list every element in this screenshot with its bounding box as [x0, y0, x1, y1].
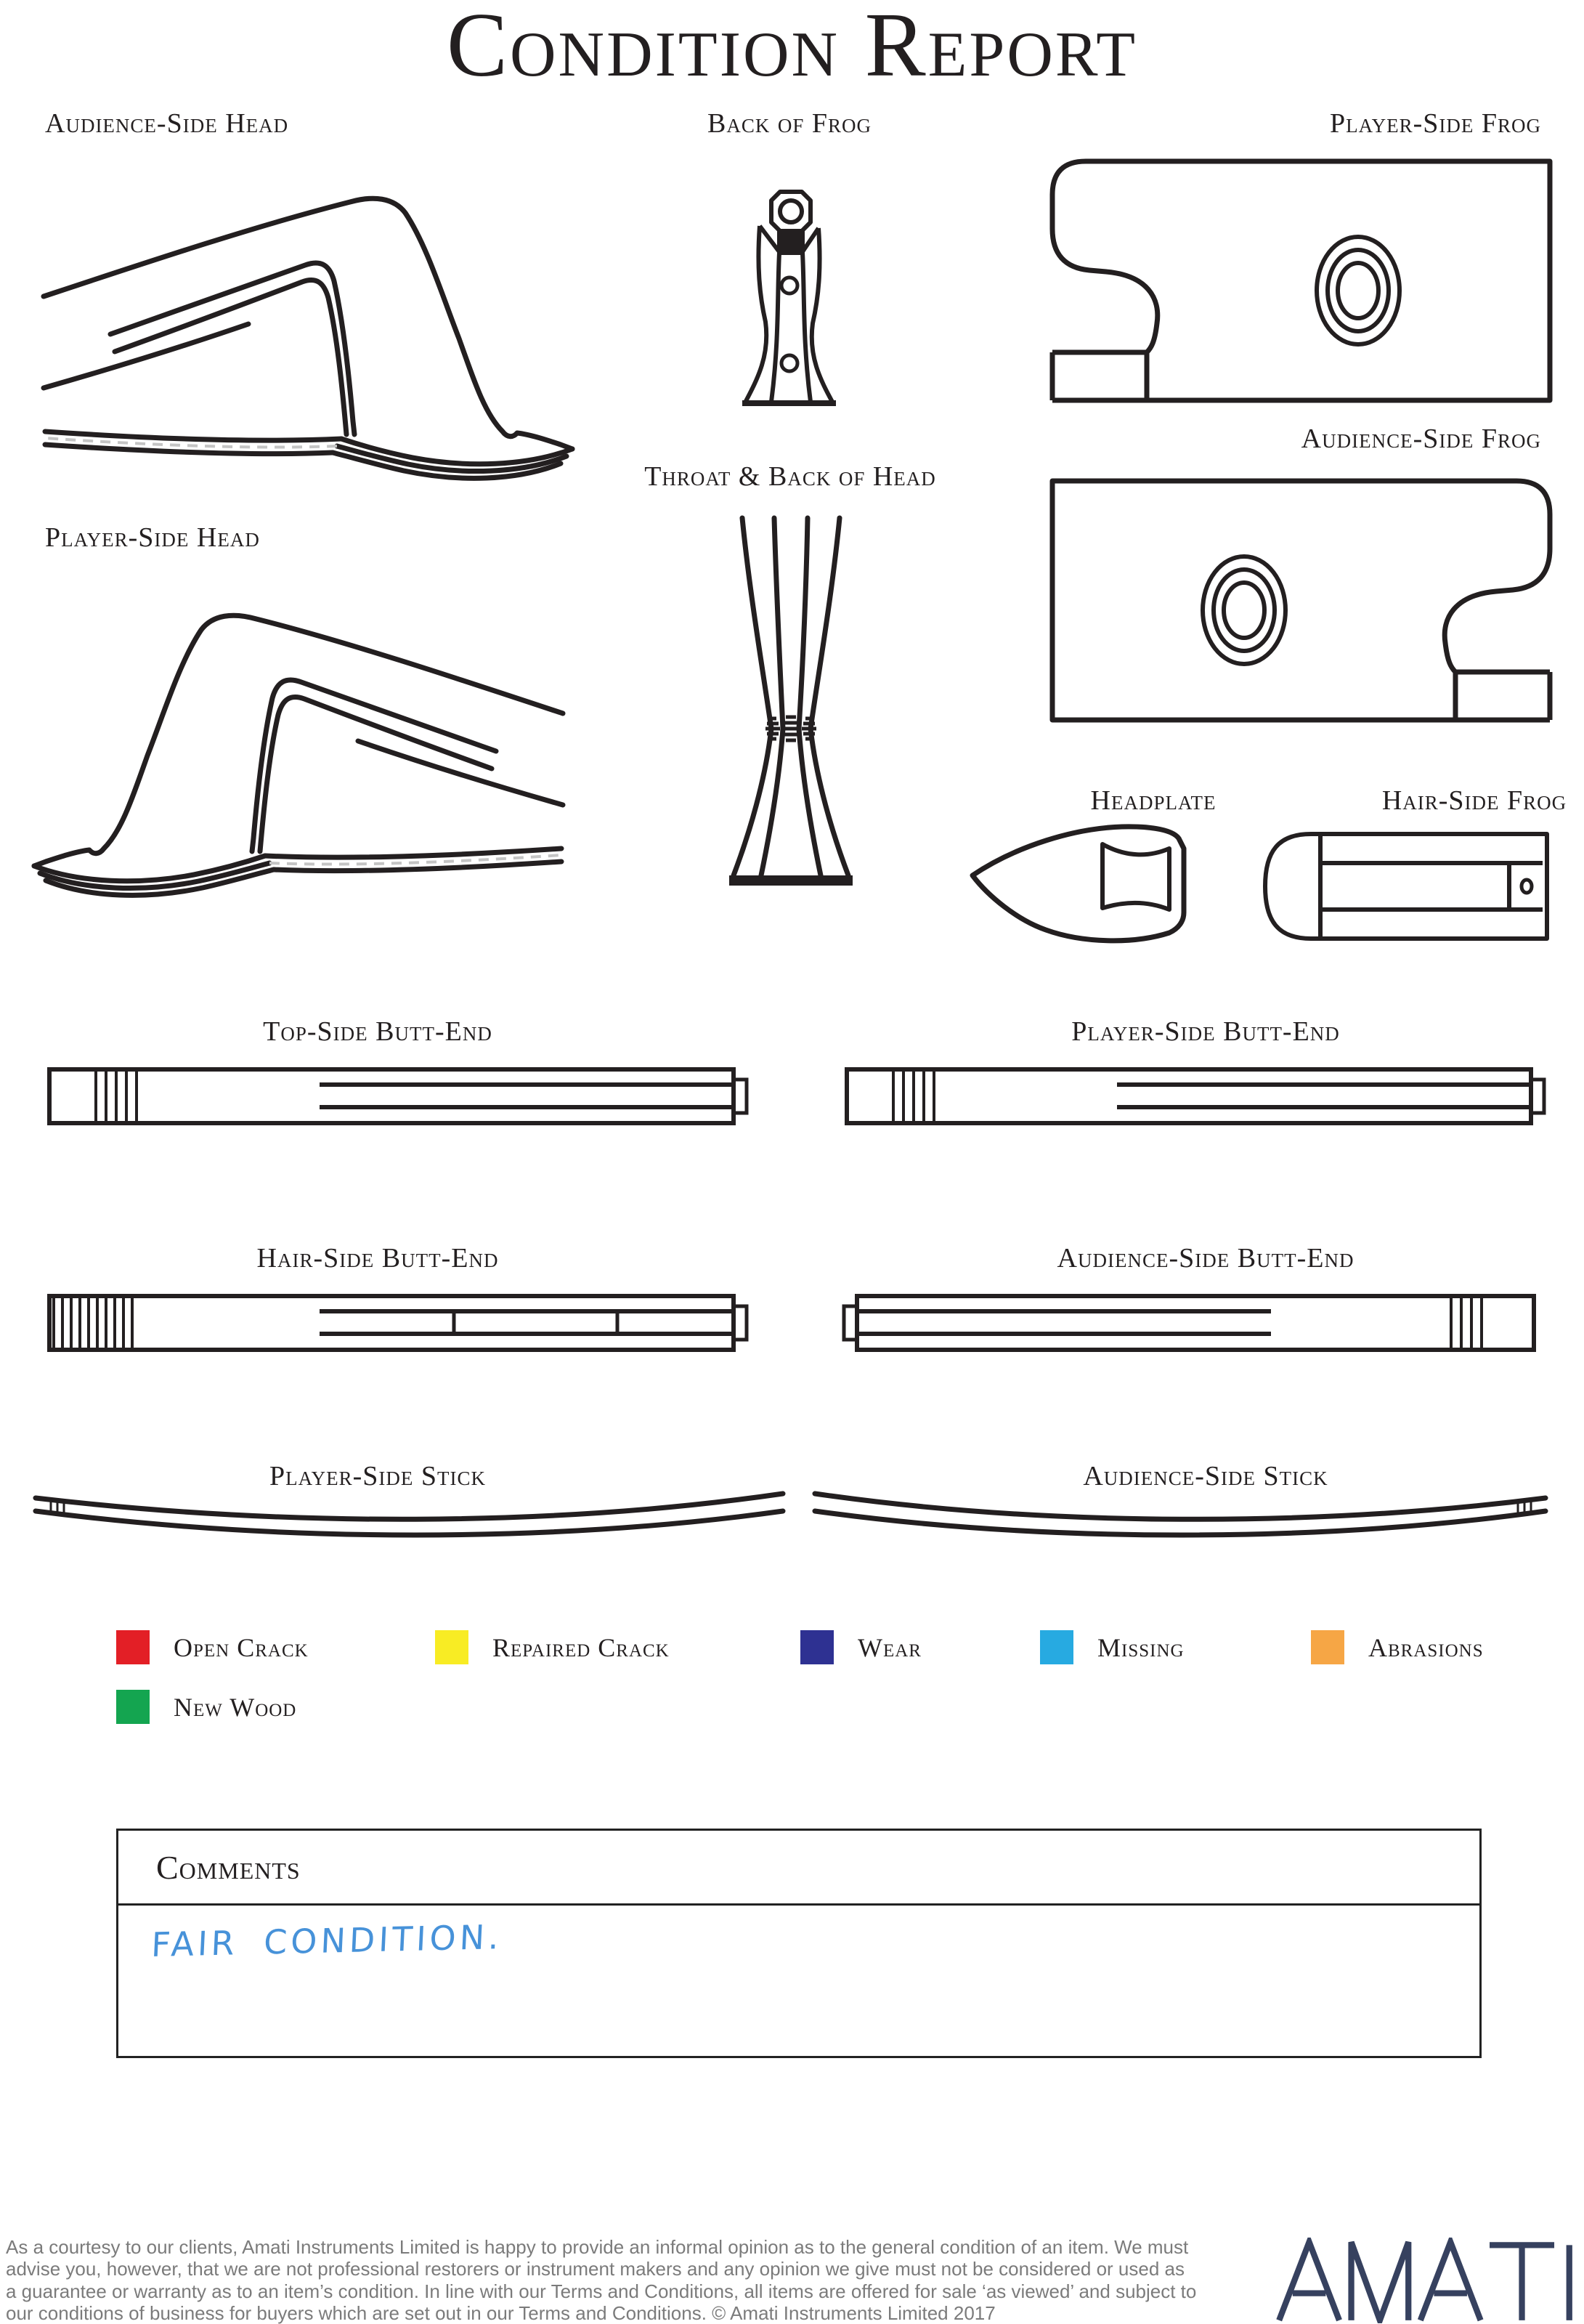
label-top-side-butt-end: Top-Side Butt-End	[263, 1016, 492, 1047]
legend-label: Open Crack	[174, 1632, 309, 1662]
label-audience-side-stick: Audience-Side Stick	[1083, 1461, 1328, 1491]
label-player-side-butt-end: Player-Side Butt-End	[1071, 1016, 1340, 1047]
label-headplate: Headplate	[1090, 785, 1217, 816]
label-back-of-frog: Back of Frog	[707, 108, 872, 139]
label-player-side-stick: Player-Side Stick	[269, 1461, 487, 1491]
label-hair-side-frog: Hair-Side Frog	[1381, 785, 1567, 816]
audience-side-frog-drawing	[1044, 476, 1556, 726]
player-side-head-drawing	[11, 561, 592, 895]
footer-line: advise you, however, that we are not professional restorers or instrument makers and any opinion we give must not be considered or used as	[6, 2258, 1185, 2280]
label-audience-side-frog: Audience-Side Frog	[1301, 424, 1541, 454]
label-audience-side-head: Audience-Side Head	[45, 108, 289, 139]
legend-item-new-wood	[116, 1690, 296, 1724]
audience-side-butt-end-drawing	[835, 1287, 1547, 1360]
player-side-stick-drawing	[29, 1482, 788, 1540]
footer-line: a guarantee or warranty as to an item’s condition. In line with our Terms and Conditions, all items are offered for sale ‘as viewed’ and subject to	[6, 2280, 1197, 2302]
page-title: Condition Report	[446, 0, 1138, 96]
top-side-butt-end-drawing	[44, 1061, 755, 1133]
label-player-side-head: Player-Side Head	[45, 522, 260, 553]
legend-item-wear	[800, 1630, 922, 1664]
headplate-drawing	[966, 819, 1213, 947]
legend-item-repaired-crack	[435, 1630, 670, 1664]
legend-item-open-crack	[116, 1630, 309, 1664]
legend-label: Missing	[1097, 1632, 1185, 1662]
hair-side-frog-drawing	[1256, 828, 1554, 944]
audience-side-stick-drawing	[810, 1482, 1551, 1540]
wear-swatch	[800, 1630, 834, 1664]
legend-item-missing	[1040, 1630, 1185, 1664]
audience-side-head-drawing	[15, 144, 596, 478]
amati-logo	[1272, 2238, 1577, 2323]
label-audience-side-butt-end: Audience-Side Butt-End	[1057, 1243, 1354, 1274]
hair-side-butt-end-drawing	[44, 1287, 755, 1360]
new-wood-swatch	[116, 1690, 150, 1724]
abrasions-swatch	[1311, 1630, 1344, 1664]
handwritten-comment: FAIR CONDITION.	[150, 1916, 504, 1965]
throat-back-of-head-drawing	[726, 512, 857, 897]
footer-line: As a courtesy to our clients, Amati Instruments Limited is happy to provide an informal opinion as to the general condition of an item. We must	[6, 2236, 1189, 2258]
label-throat-back-of-head: Throat & Back of Head	[644, 461, 936, 492]
footer-line: our conditions of business for buyers which are set out in our Terms and Conditions. © Amati Instruments Limited 2017	[6, 2302, 996, 2324]
player-side-frog-drawing	[1046, 156, 1558, 407]
repaired-crack-swatch	[435, 1630, 468, 1664]
legend-label: Abrasions	[1368, 1632, 1484, 1662]
footer-disclaimer	[6, 2236, 1197, 2324]
legend-label: Repaired Crack	[492, 1632, 670, 1662]
player-side-butt-end-drawing	[841, 1061, 1553, 1133]
legend-label: New Wood	[174, 1692, 297, 1722]
legend-item-abrasions	[1311, 1630, 1484, 1664]
missing-swatch	[1040, 1630, 1073, 1664]
label-player-side-frog: Player-Side Frog	[1329, 108, 1541, 139]
open-crack-swatch	[116, 1630, 150, 1664]
legend-label: Wear	[858, 1632, 922, 1662]
comments-heading: Comments	[156, 1848, 301, 1886]
comments-box	[116, 1829, 1482, 2058]
back-of-frog-drawing	[726, 187, 857, 413]
label-hair-side-butt-end: Hair-Side Butt-End	[256, 1243, 499, 1274]
